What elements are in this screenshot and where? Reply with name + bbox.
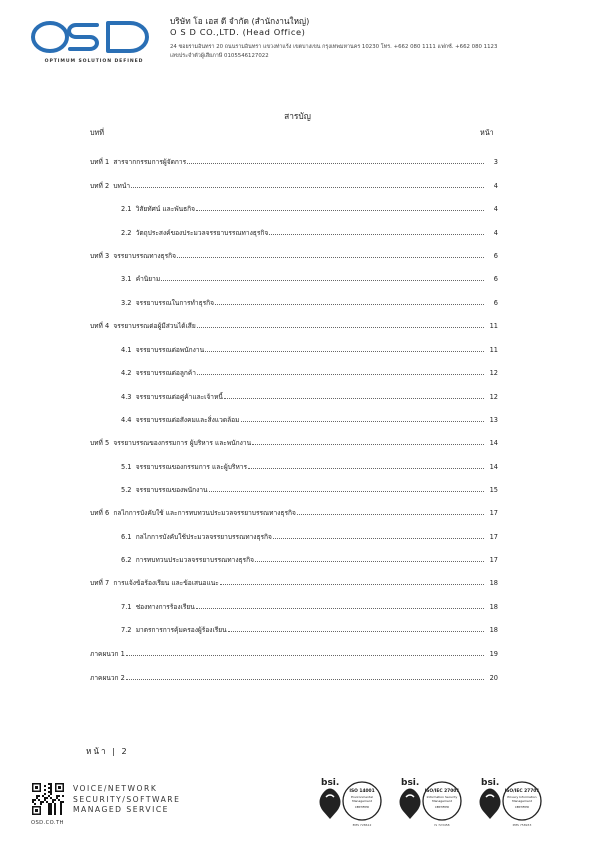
qr-code-icon xyxy=(32,783,64,815)
service-line: VOICE/NETWORK xyxy=(73,784,158,793)
toc-entry-title: จรรยาบรรณทางธุรกิจ xyxy=(113,252,176,260)
toc-entry[interactable] xyxy=(90,250,498,260)
bsi-brand: bsi. xyxy=(481,778,500,788)
toc-entry-number: 6.1 xyxy=(121,533,136,541)
toc-entry[interactable] xyxy=(90,180,498,190)
toc-entry-number: บทที่ 1 xyxy=(90,158,114,166)
toc-entry-page: 3 xyxy=(493,158,498,166)
dot-leader xyxy=(131,186,484,188)
svg-text:CERTIFIED: CERTIFIED xyxy=(434,805,450,809)
toc-entry-title: จรรยาบรรณของกรรมการ และผู้บริหาร xyxy=(135,463,248,471)
dot-leader xyxy=(205,350,484,352)
toc-subentry[interactable] xyxy=(121,414,498,424)
toc-entry-title: กลไกการบังคับใช้ และการทบทวนประมวลจรรยาบรรณทางธุรกิจ xyxy=(113,509,296,517)
logo-tagline: OPTIMUM SOLUTION DEFINED xyxy=(44,59,144,64)
toc-entry-title: การแจ้งข้อร้องเรียน และข้อเสนอแนะ xyxy=(113,579,219,587)
toc-entry-page: 6 xyxy=(493,299,498,307)
service-line: MANAGED SERVICE xyxy=(73,805,169,814)
dot-leader xyxy=(220,583,484,585)
toc-entry-number: 2.1 xyxy=(121,205,136,213)
toc-entry[interactable] xyxy=(90,672,498,682)
tax-id: เลขประจำตัวผู้เสียภาษี 0105546127022 xyxy=(170,53,269,59)
toc-entry-page: 18 xyxy=(489,603,498,611)
toc-entry-number: 3.2 xyxy=(121,299,136,307)
svg-text:PMS 758933: PMS 758933 xyxy=(512,823,532,827)
toc-entry[interactable] xyxy=(90,507,498,517)
toc-column-page: หน้า xyxy=(480,128,494,137)
bsi-brand: bsi. xyxy=(401,778,420,788)
toc-entry-number: บทที่ 3 xyxy=(90,252,114,260)
toc-entry-page: 18 xyxy=(489,626,498,634)
iso-27001-badge xyxy=(397,777,467,827)
toc-subentry[interactable] xyxy=(121,531,498,541)
toc-entry-title: จรรยาบรรณในการทำธุรกิจ xyxy=(135,299,215,307)
toc-entry-number: บทที่ 4 xyxy=(90,322,114,330)
toc-entry-number: 7.1 xyxy=(121,603,136,611)
dot-leader xyxy=(126,678,484,680)
dot-leader xyxy=(161,279,484,281)
dot-leader xyxy=(215,303,484,305)
toc-entry-number: บทที่ 5 xyxy=(90,439,114,447)
toc-subentry[interactable] xyxy=(121,344,498,354)
toc-entry-number: 5.2 xyxy=(121,486,136,494)
dot-leader xyxy=(196,209,484,211)
toc-entry-title: จรรยาบรรณของกรรมการ ผู้บริหาร และพนักงาน xyxy=(113,439,252,447)
toc-entry-title: จรรยาบรรณต่อสังคมและสิ่งแวดล้อม xyxy=(135,416,240,424)
toc-subentry[interactable] xyxy=(121,601,498,611)
toc-entry-page: 14 xyxy=(489,463,498,471)
toc-entry-title: วัตถุประสงค์ของประมวลจรรยาบรรณทางธุรกิจ xyxy=(135,229,269,237)
toc-entry-page: 18 xyxy=(489,579,498,587)
toc-subentry[interactable] xyxy=(121,624,498,634)
svg-text:CERTIFIED: CERTIFIED xyxy=(354,805,370,809)
toc-entry-number: 5.1 xyxy=(121,463,136,471)
toc-entry-page: 4 xyxy=(493,182,498,190)
toc-entry-page: 17 xyxy=(489,533,498,541)
toc-entry-page: 17 xyxy=(489,556,498,564)
dot-leader xyxy=(269,233,484,235)
svg-text:Management: Management xyxy=(512,799,532,803)
toc-entry[interactable] xyxy=(90,320,498,330)
toc-subentry[interactable] xyxy=(121,461,498,471)
toc-entry-title: จรรยาบรรณต่อลูกค้า xyxy=(135,369,196,377)
bsi-kitemark-icon xyxy=(320,789,341,820)
dot-leader xyxy=(297,513,484,515)
toc-subentry[interactable] xyxy=(121,203,498,213)
bsi-brand: bsi. xyxy=(321,778,340,788)
website: OSD.CO.TH xyxy=(31,820,64,826)
toc-entry-page: 4 xyxy=(493,229,498,237)
toc-entry-page: 15 xyxy=(489,486,498,494)
page-number: หน้า | 2 xyxy=(86,746,129,756)
svg-text:Management: Management xyxy=(352,799,372,803)
services-list xyxy=(73,784,180,816)
dot-leader xyxy=(273,537,484,539)
dot-leader xyxy=(241,420,485,422)
svg-text:ISO/IEC 27701: ISO/IEC 27701 xyxy=(504,789,540,794)
toc-entry-number: บทที่ 7 xyxy=(90,579,114,587)
toc-entry-page: 14 xyxy=(489,439,498,447)
toc-subentry[interactable] xyxy=(121,297,498,307)
toc-entry-title: มาตรการการคุ้มครองผู้ร้องเรียน xyxy=(135,626,227,634)
toc-entry-page: 6 xyxy=(493,252,498,260)
toc-entry-title: คำนิยาม xyxy=(135,275,161,283)
toc-entry-number: 4.2 xyxy=(121,369,136,377)
toc-entry-title: จรรยาบรรณของพนักงาน xyxy=(135,486,208,494)
toc-entry-title: วิสัยทัศน์ และพันธกิจ xyxy=(135,205,195,213)
toc-entry-number: บทที่ 2 xyxy=(90,182,114,190)
toc-entry-title: สารจากกรรมการผู้จัดการ xyxy=(113,158,187,166)
toc-subentry[interactable] xyxy=(121,484,498,494)
toc-entry-page: 12 xyxy=(489,369,498,377)
svg-text:Management: Management xyxy=(432,799,452,803)
company-name-english: O S D CO.,LTD. (Head Office) xyxy=(170,27,306,37)
company-name-thai: บริษัท โอ เอส ดี จำกัด (สำนักงานใหญ่) xyxy=(170,16,310,26)
toc-entry-page: 17 xyxy=(489,509,498,517)
toc-entry-number: 4.3 xyxy=(121,393,136,401)
toc-entry-page: 12 xyxy=(489,393,498,401)
company-address: 24 ซอยรามอินทรา 20 ถนนรามอินทรา แขวงท่าแร้ง เขตบางเขน กรุงเทพมหานคร 10230 โทร. +662 080 1111 แฟกซ์. +662 080 1123 xyxy=(170,44,498,50)
toc-entry-number: 4.4 xyxy=(121,416,136,424)
bsi-kitemark-icon xyxy=(400,789,421,820)
toc-entry[interactable] xyxy=(90,437,498,447)
dot-leader xyxy=(252,443,484,445)
toc-entry-number: 2.2 xyxy=(121,229,136,237)
toc-entry-title: การทบทวนประมวลจรรยาบรรณทางธุรกิจ xyxy=(135,556,254,564)
service-line: SECURITY/SOFTWARE xyxy=(73,794,181,804)
svg-text:IS 723458: IS 723458 xyxy=(434,823,450,827)
svg-text:ISO 14001: ISO 14001 xyxy=(349,789,375,794)
toc-entry-number: 4.1 xyxy=(121,346,136,354)
svg-text:Environmental: Environmental xyxy=(351,795,373,799)
toc-entry[interactable] xyxy=(90,577,498,587)
toc-entry-title: จรรยาบรรณต่อพนักงาน xyxy=(135,346,205,354)
toc-subentry[interactable] xyxy=(121,391,498,401)
toc-subentry[interactable] xyxy=(121,227,498,237)
toc-entry-page: 13 xyxy=(489,416,498,424)
toc-subentry[interactable] xyxy=(121,554,498,564)
toc-subentry[interactable] xyxy=(121,273,498,283)
toc-entry-number: 6.2 xyxy=(121,556,136,564)
toc-column-chapter: บทที่ xyxy=(90,128,105,137)
iso-27701-badge xyxy=(477,777,547,827)
toc-entry-title: ภาคผนวก 2 xyxy=(90,674,125,682)
toc-entry-number: 3.1 xyxy=(121,275,136,283)
toc-entry-page: 19 xyxy=(489,650,498,658)
svg-text:ISO/IEC 27001: ISO/IEC 27001 xyxy=(424,789,460,794)
toc-entry-page: 6 xyxy=(493,275,498,283)
toc-entry-page: 4 xyxy=(493,205,498,213)
toc-entry-title: ช่องทางการร้องเรียน xyxy=(135,603,195,611)
svg-text:EMS 728612: EMS 728612 xyxy=(352,823,372,827)
toc-entry-title: บทนำ xyxy=(113,182,131,190)
toc-entry-page: 20 xyxy=(489,674,498,682)
svg-text:Privacy Information: Privacy Information xyxy=(507,795,537,799)
svg-text:Information Security: Information Security xyxy=(426,795,458,799)
toc-entry-page: 11 xyxy=(489,346,498,354)
toc-entry-title: กลไกการบังคับใช้ประมวลจรรยาบรรณทางธุรกิจ xyxy=(135,533,272,541)
toc-entry-title: จรรยาบรรณต่อคู่ค้าและเจ้าหนี้ xyxy=(135,393,223,401)
toc-entry-number: บทที่ 6 xyxy=(90,509,114,517)
toc-entry-page: 11 xyxy=(489,322,498,330)
toc-entry-title: จรรยาบรรณต่อผู้มีส่วนได้เสีย xyxy=(113,322,196,330)
toc-entry[interactable] xyxy=(90,648,498,658)
dot-leader xyxy=(209,490,484,492)
dot-leader xyxy=(224,397,484,399)
iso-14001-badge xyxy=(317,777,387,827)
dot-leader xyxy=(126,654,484,656)
dot-leader xyxy=(187,162,484,164)
toc-entry-number: 7.2 xyxy=(121,626,136,634)
dot-leader xyxy=(177,256,484,258)
bsi-kitemark-icon xyxy=(480,789,501,820)
toc-title: สารบัญ xyxy=(284,111,311,121)
dot-leader xyxy=(248,467,484,469)
dot-leader xyxy=(197,326,484,328)
toc-entry[interactable] xyxy=(90,156,498,166)
dot-leader xyxy=(255,560,484,562)
dot-leader xyxy=(197,373,484,375)
dot-leader xyxy=(228,630,484,632)
svg-text:CERTIFIED: CERTIFIED xyxy=(514,805,530,809)
toc-entry-title: ภาคผนวก 1 xyxy=(90,650,125,658)
toc-subentry[interactable] xyxy=(121,367,498,377)
dot-leader xyxy=(196,607,484,609)
